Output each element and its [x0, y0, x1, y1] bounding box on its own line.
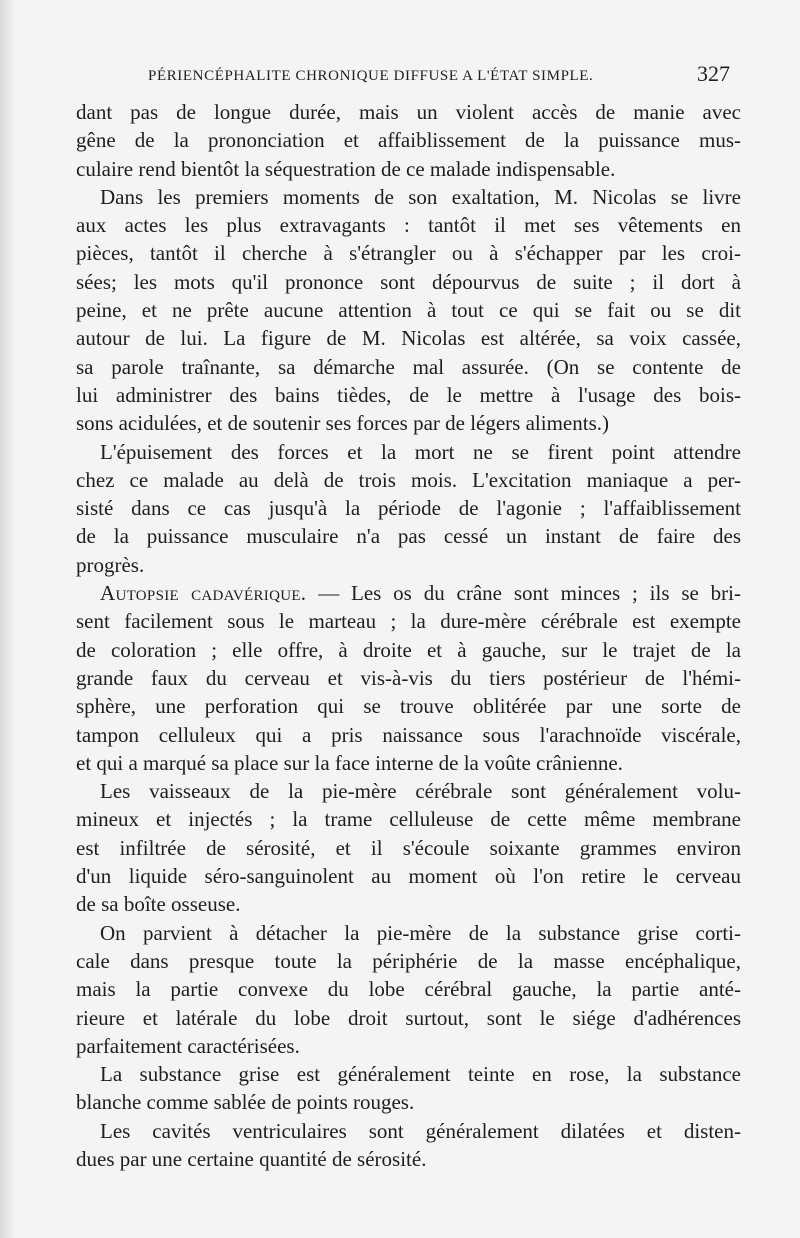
text-line: culaire rend bientôt la séquestration de ce malade indispensable. — [76, 156, 616, 181]
text-line: progrès. — [76, 552, 145, 577]
page-number: 327 — [697, 61, 730, 86]
text-line: Dans les premiers moments de son exaltation, M. Nicolas se livre — [100, 184, 741, 209]
text-line: et qui a marqué sa place sur la face interne de la voûte crânienne. — [76, 750, 623, 775]
text-line: gêne de la prononciation et affaiblissement de la puissance mus- — [76, 128, 741, 153]
text-line: aux actes les plus extravagants : tantôt il met ses vêtements en — [76, 213, 741, 238]
running-title: PÉRIENCÉPHALITE CHRONIQUE DIFFUSE A L'ÉTAT SIMPLE. — [148, 68, 594, 84]
text-line: parfaitement caractérisées. — [76, 1033, 300, 1058]
text-line: d'un liquide séro-sanguinolent au moment où l'on retire le cerveau — [76, 864, 741, 889]
section-heading: Autopsie cadavérique. — [100, 581, 307, 606]
text-line: Les vaisseaux de la pie-mère cérébrale sont généralement volu- — [100, 779, 741, 804]
text-line: sisté dans ce cas jusqu'à la période de l'agonie ; l'affaiblissement — [76, 496, 741, 521]
text-line: autour de lui. La figure de M. Nicolas est altérée, sa voix cassée, — [76, 326, 741, 351]
text-line: chez ce malade au delà de trois mois. L'excitation maniaque a per- — [76, 467, 741, 492]
text-line: mais la partie convexe du lobe cérébral gauche, la partie anté- — [76, 977, 741, 1002]
text-line: dues par une certaine quantité de sérosité. — [76, 1146, 427, 1171]
text-line: lui administrer des bains tièdes, de le mettre à l'usage des bois- — [76, 382, 741, 407]
text-line: sons acidulées, et de soutenir ses forces par de légers aliments.) — [76, 411, 609, 436]
text-line: est infiltrée de sérosité, et il s'écoule soixante grammes environ — [76, 835, 741, 860]
text-line: sa parole traînante, sa démarche mal assurée. (On se contente de — [76, 354, 741, 379]
page-gutter-shadow — [0, 0, 16, 1238]
text-line-rest: — Les os du crâne sont minces ; ils se bri- — [318, 581, 741, 606]
text-line: de sa boîte osseuse. — [76, 892, 241, 917]
body-text — [76, 98, 741, 1173]
text-line: dant pas de longue durée, mais un violent accès de manie avec — [76, 100, 741, 124]
text-line: grande faux du cerveau et vis-à-vis du tiers postérieur de l'hémi- — [76, 665, 741, 690]
text-line: de coloration ; elle offre, à droite et à gauche, sur le trajet de la — [76, 637, 741, 662]
text-line: Les cavités ventriculaires sont généralement dilatées et disten- — [100, 1118, 741, 1143]
text-line: de la puissance musculaire n'a pas cessé un instant de faire des — [76, 524, 741, 549]
text-line: blanche comme sablée de points rouges. — [76, 1090, 415, 1115]
text-line: rieure et latérale du lobe droit surtout, sont le siége d'adhérences — [76, 1005, 741, 1030]
text-line — [76, 579, 741, 607]
text-line: La substance grise est généralement teinte en rose, la substance — [100, 1062, 741, 1087]
text-line: pièces, tantôt il cherche à s'étrangler ou à s'échapper par les croi- — [76, 241, 741, 266]
text-line: tampon celluleux qui a pris naissance sous l'arachnoïde viscérale, — [76, 722, 741, 747]
text-line: sées; les mots qu'il prononce sont dépourvus de suite ; il dort à — [76, 269, 741, 294]
text-line: On parvient à détacher la pie-mère de la substance grise corti- — [100, 920, 741, 945]
text-line: sphère, une perforation qui se trouve oblitérée par une sorte de — [76, 694, 741, 719]
text-line: cale dans presque toute la périphérie de la masse encéphalique, — [76, 948, 741, 973]
text-line: peine, et ne prête aucune attention à tout ce qui se fait ou se dit — [76, 298, 741, 323]
text-line: L'épuisement des forces et la mort ne se firent point attendre — [100, 439, 741, 464]
text-line: sent facilement sous le marteau ; la dure-mère cérébrale est exempte — [76, 609, 741, 634]
text-line: mineux et injectés ; la trame celluleuse de cette même membrane — [76, 807, 741, 832]
